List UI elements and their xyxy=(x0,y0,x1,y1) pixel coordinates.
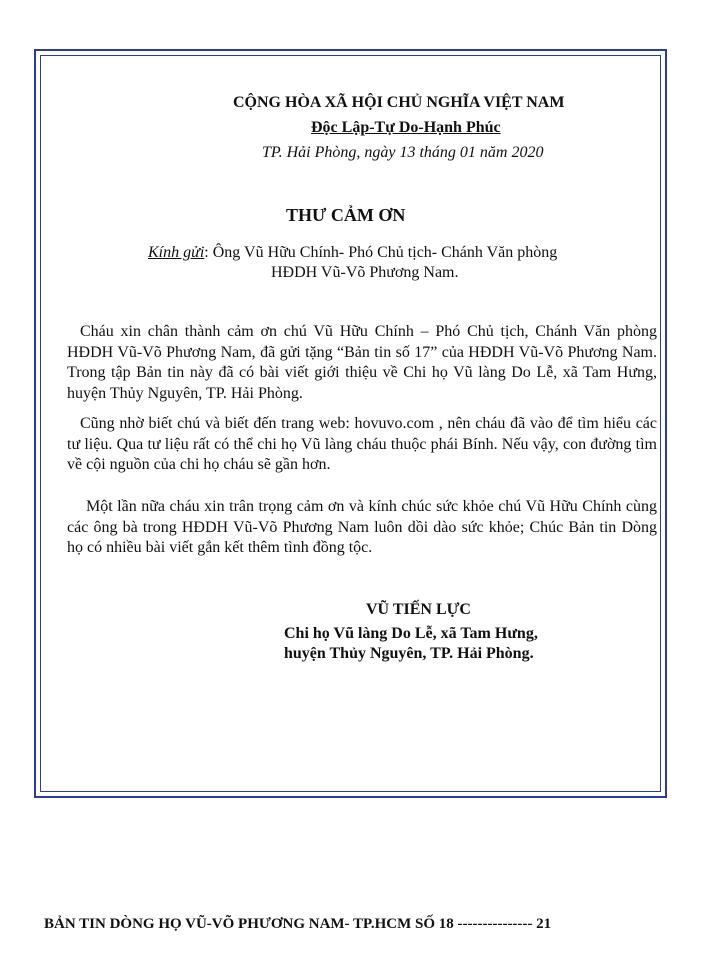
signature-name: VŨ TIẾN LỰC xyxy=(366,601,471,618)
signature-line-2: huyện Thủy Nguyên, TP. Hải Phòng. xyxy=(284,645,534,662)
paragraph-2: Cũng nhờ biết chú và biết đến trang web: hovuvo.com , nên cháu đã vào để tìm hiểu các tư liệu. Qua tư liệu rất có thể chi họ Vũ làng cháu thuộc phái Bính. Nếu vậy, con đường tìm về cội nguồn của chi họ cháu sẽ gần hơn. xyxy=(67,415,657,473)
republic-header: CỘNG HÒA XÃ HỘI CHỦ NGHĨA VIỆT NAM xyxy=(233,94,565,111)
page-footer: BẢN TIN DÒNG HỌ VŨ-VÕ PHƯƠNG NAM- TP.HCM SỐ 18 --------------- 21 xyxy=(44,916,552,932)
motto: Độc Lập-Tự Do-Hạnh Phúc xyxy=(311,119,501,136)
place-date: TP. Hải Phòng, ngày 13 tháng 01 năm 2020 xyxy=(262,144,544,161)
recipient-line-1 xyxy=(148,243,557,263)
paragraph-3: Một lần nữa cháu xin trân trọng cảm ơn và kính chúc sức khỏe chú Vũ Hữu Chính cùng các ông bà trong HĐDH Vũ-Võ Phương Nam luôn dồi dào sức khỏe; Chúc Bản tin Dòng họ có nhiều bài viết gắn kết thêm tình đồng tộc. xyxy=(67,498,657,556)
paragraph-1: Cháu xin chân thành cảm ơn chú Vũ Hữu Chính – Phó Chủ tịch, Chánh Văn phòng HĐDH Vũ-Võ Phương Nam, đã gửi tặng “Bản tin số 17” của HĐDH Vũ-Võ Phương Nam. Trong tập Bản tin này đã có bài viết giới thiệu về Chi họ Vũ làng Do Lễ, xã Tam Hưng, huyện Thủy Nguyên, TP. Hải Phòng. xyxy=(67,323,657,402)
recipient-label: Kính gửi xyxy=(148,244,205,261)
letter-title: THƯ CẢM ƠN xyxy=(286,205,406,225)
recipient-line-2: HĐDH Vũ-Võ Phương Nam. xyxy=(271,264,459,281)
recipient-name: : Ông Vũ Hữu Chính- Phó Chủ tịch- Chánh Văn phòng xyxy=(204,244,558,261)
signature-line-1: Chi họ Vũ làng Do Lễ, xã Tam Hưng, xyxy=(284,625,538,642)
